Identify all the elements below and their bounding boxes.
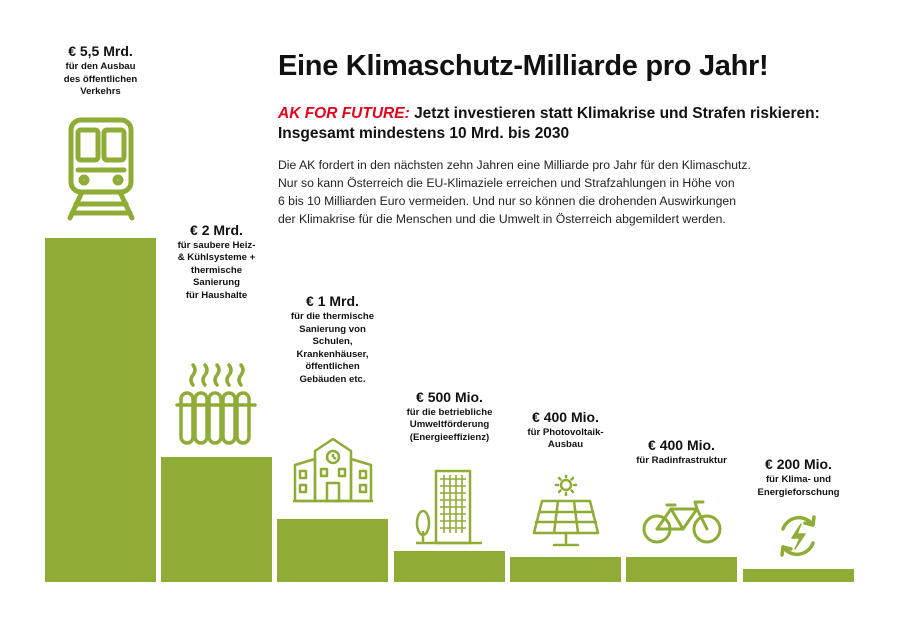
amount-label: € 200 Mio. [765,456,832,473]
description-line: für Photovoltaik- [527,426,604,438]
bar-7 [743,569,854,582]
description-line: für den Ausbau [65,61,136,72]
intro-line: Nur so kann Österreich die EU-Klimaziele erreichen und Strafzahlungen in Höhe von [278,176,735,190]
bar-6 [626,557,737,582]
description-line: Krankenhäuser, [296,348,369,360]
description-line: für Radinfrastruktur [636,454,727,466]
description-line: für Klima- und [765,474,832,486]
description-line: & Kühlsysteme + [177,252,256,264]
description-line: Umweltförderung [409,419,490,431]
amount-label: € 5,5 Mrd. [68,43,133,59]
office-building-icon [414,467,484,545]
description-line: Verkehrs [80,86,121,97]
intro-line: 6 bis 10 Milliarden Euro vermeiden. Und nur so können die drohenden Auswirkungen [278,194,736,208]
bar-description [743,474,854,499]
description-line: Sanierung [193,277,240,289]
amount-label: € 1 Mrd. [306,293,359,310]
description-line: für saubere Heiz- [177,239,256,251]
solar-panel-icon [530,475,602,549]
description-line: für Haushalte [185,289,248,301]
description-line: für die betriebliche [406,406,493,418]
train-icon [62,116,140,222]
page-title: Eine Klimaschutz-Milliarde pro Jahr! [278,50,769,82]
subtitle-text-1: Jetzt investieren statt Klimakrise und Strafen riskieren: [414,105,820,122]
subtitle-line-2: Insgesamt mindestens 10 Mrd. bis 2030 [278,125,570,142]
amount-label: € 400 Mio. [648,436,715,453]
bar-description [510,427,621,452]
radiator-icon [173,361,259,449]
bar-description [45,61,156,99]
description-line: für die thermische [290,311,375,323]
description-line: thermische [190,264,243,276]
description-line: Sanierung von [299,323,366,335]
school-building-icon [291,435,375,503]
bar-description [161,240,272,303]
description-line: Ausbau [547,439,584,451]
bicycle-icon [641,499,723,545]
amount-label: € 2 Mrd. [190,221,243,238]
bar-description [394,407,505,445]
bar-3 [277,519,388,582]
description-line: Schulen, [312,336,353,348]
description-line: öffentlichen [305,361,360,373]
bar-1 [45,238,156,582]
description-line: Energieforschung [757,486,840,498]
bar-2 [161,457,272,582]
intro-line: der Klimakrise für die Menschen und die Umwelt in Österreich abgemildert werden. [278,212,726,226]
description-line: des öffentlichen [63,73,138,85]
intro-paragraph [278,156,838,228]
renewable-energy-icon [775,513,821,559]
description-line: Gebäuden etc. [299,373,366,385]
amount-label: € 400 Mio. [532,408,599,425]
description-line: (Energieeffizienz) [409,431,490,443]
bar-description [277,311,388,386]
amount-label: € 500 Mio. [416,388,483,405]
subtitle-line-1 [278,104,878,124]
subtitle [278,104,878,144]
bar-description [626,455,737,468]
bar-4 [394,551,505,582]
ak-brand-label: AK FOR FUTURE: [278,105,410,122]
bar-5 [510,557,621,582]
intro-line: Die AK fordert in den nächsten zehn Jahren eine Milliarde pro Jahr für den Klimaschutz. [278,158,751,172]
